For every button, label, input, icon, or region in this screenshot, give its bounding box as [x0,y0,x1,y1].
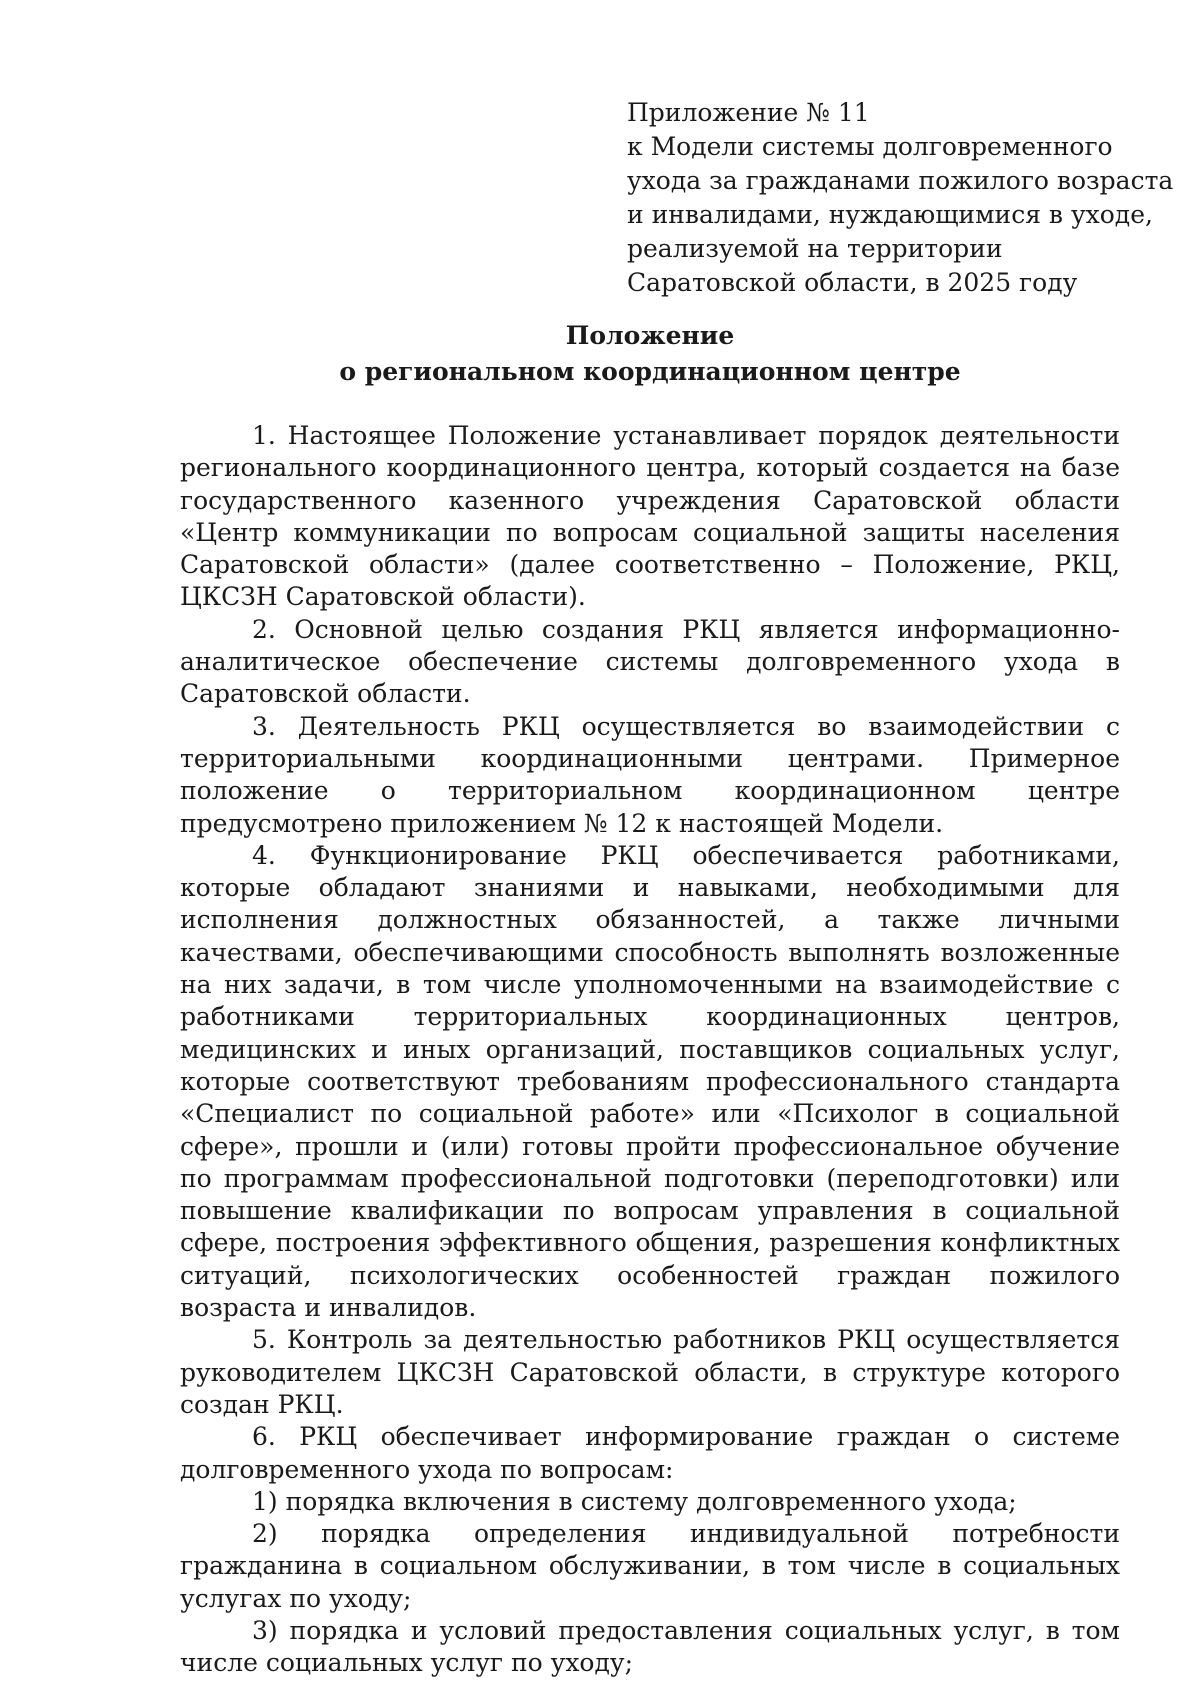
title-line-2: о региональном координационном центре [339,357,961,386]
list-item-1: 1) порядка включения в систему долговременного ухода; [252,1486,1017,1516]
paragraph-3: 3. Деятельность РКЦ осуществляется во взаимодействии с территориальными координационными центрами. Примерное положение о территориальном координационном центре предусмотрено приложением № 12 к настоящей Модели. [180,711,1120,838]
title-line-1: Положение [565,321,735,350]
paragraph-6: 6. РКЦ обеспечивает информирование граждан о системе долговременного ухода по вопросам: [180,1422,1120,1484]
paragraph-1: 1. Настоящее Положение устанавливает порядок деятельности регионального координационного центра, который создается на базе государственного казенного учреждения Саратовской области «Центр коммуникации по вопросам социальной защиты населения Саратовской области» (далее соответственно – Положение, РКЦ, ЦКСЗН Саратовской области). [180,421,1120,612]
attachment-line: ухода за гражданами пожилого возраста [627,166,1174,195]
document-body [180,420,1120,1680]
attachment-line: Саратовской области, в 2025 году [627,268,1078,297]
attachment-line: реализуемой на территории [627,234,1003,263]
document-title [180,318,1120,390]
attachment-line: и инвалидами, нуждающимися в уходе, [627,200,1153,229]
paragraph-2: 2. Основной целью создания РКЦ является информационно-аналитическое обеспечение системы долговременного ухода в Саратовской области. [180,614,1120,709]
list-item-3: 3) порядка и условий предоставления социальных услуг, в том числе социальных услуг по уходу; [180,1615,1120,1678]
attachment-header [627,96,1174,300]
attachment-line: к Модели системы долговременного [627,132,1113,161]
list-item-2: 2) порядка определения индивидуальной потребности гражданина в социальном обслуживании, в том числе в социальных услугах по уходу; [180,1519,1120,1613]
paragraph-4: 4. Функционирование РКЦ обеспечивается работниками, которые обладают знаниями и навыками, необходимыми для исполнения должностных обязанностей, а также личными качествами, обеспечивающими способность выполнять возложенные на них задачи, в том числе уполномоченными на взаимодействие с работниками территориальных координационных центров, медицинских и иных организаций, поставщиков социальных услуг, которые соответствуют требованиям профессионального стандарта «Специалист по социальной работе» или «Психолог в социальной сфере», прошли и (или) готовы пройти профессиональное обучение по программам профессиональной подготовки (переподготовки) или повышение квалификации по вопросам управления в социальной сфере, построения эффективного общения, разрешения конфликтных ситуаций, психологических особенностей граждан пожилого возраста и инвалидов. [180,840,1120,1323]
paragraph-5: 5. Контроль за деятельностью работников РКЦ осуществляется руководителем ЦКСЗН Саратовской области, в структуре которого создан РКЦ. [180,1325,1120,1419]
attachment-line: Приложение № 11 [627,98,870,127]
